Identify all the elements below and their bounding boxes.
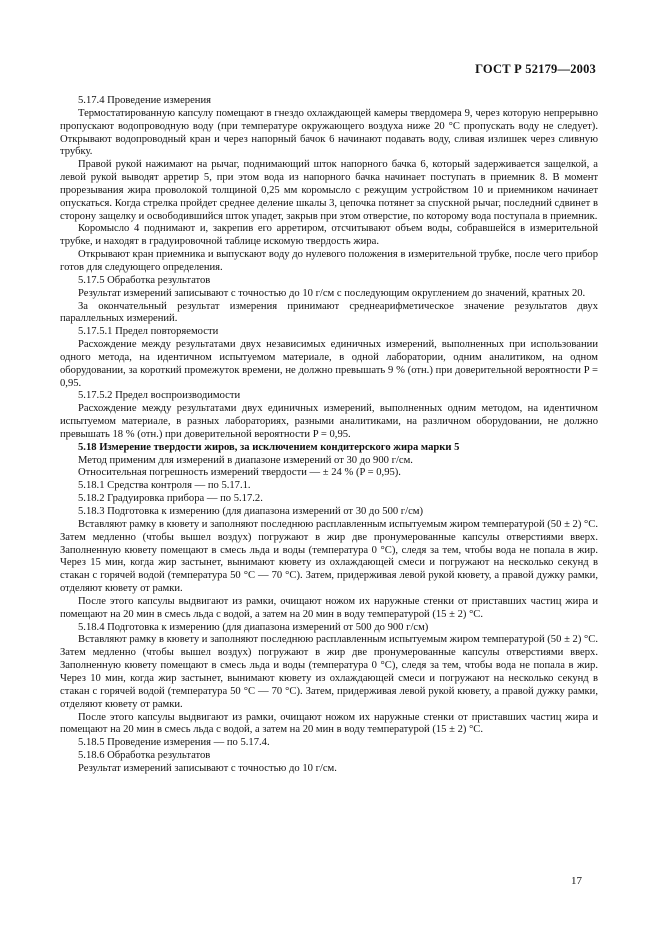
clause-heading: 5.18.2 Градуировка прибора — по 5.17.2. bbox=[78, 493, 263, 505]
paragraph: Результат измерений записывают с точностью до 10 г/см с последующим округлением до значений, кратных 20. bbox=[78, 287, 586, 299]
clause-heading: 5.18.5 Проведение измерения — по 5.17.4. bbox=[78, 737, 270, 749]
paragraph: Коромысло 4 поднимают и, закрепив его арретиром, отсчитывают объем воды, собравшейся в измерительной трубке, и находят в градуировочной таблице искомую твердость жира. bbox=[60, 223, 598, 248]
clause-heading: 5.18.1 Средства контроля — по 5.17.1. bbox=[78, 480, 251, 492]
section-title: 5.18 Измерение твердости жиров, за исключением кондитерского жира марки 5 bbox=[78, 441, 460, 453]
paragraph: Расхождение между результатами двух единичных измерений, выполненных одним методом, на идентичном испытуемом материале, в разных лабораториях, разными аналитиками, на различном оборудовании, не должно превышать 18 % (отн.) при доверительной вероятности P = 0,95. bbox=[60, 403, 598, 440]
paragraph: Вставляют рамку в кювету и заполняют последнюю расплавленным испытуемым жиром температурой (50 ± 2) °С. Затем медленно (чтобы вышел воздух) погружают в жир две пронумерованные капсулы отверстиями вверх. Заполненную кювету помещают в смесь льда и воды (температура 0 °С), следя за тем, чтобы вода не попала в жир. Через 15 мин, когда жир застынет, вынимают кювету из охлаждающей смеси и погружают на несколько секунд в стакан с горячей водой (температура 50 °С — 70 °С). Затем, придерживая левой рукой кювету, а правой дужку рамки, отделяют кювету от рамки. bbox=[60, 518, 598, 595]
paragraph: После этого капсулы выдвигают из рамки, очищают ножом их наружные стенки от приставших частиц жира и помещают на 20 мин в смесь льда с водой, а затем на 20 мин в воду температурой (15 ± 2) °С. bbox=[60, 711, 598, 736]
paragraph: За окончательный результат измерения принимают среднеарифметическое значение результатов двух параллельных измерений. bbox=[60, 300, 598, 325]
document-header: ГОСТ Р 52179—2003 bbox=[475, 62, 596, 76]
paragraph: Термостатированную капсулу помещают в гнездо охлаждающей камеры твердомера 9, через которую непрерывно пропускают водопроводную воду (при температуре окружающего воздуха ниже 20 °С пропускать воду не следует). Открывают водопроводный кран и через напорный бачок 6 начинают подавать воду, сливая излишек через сливную трубку. bbox=[60, 107, 598, 158]
clause-heading: 5.17.5 Обработка результатов bbox=[78, 274, 211, 286]
clause-heading: 5.18.3 Подготовка к измерению (для диапазона измерений от 30 до 500 г/см) bbox=[78, 506, 424, 517]
clause-heading: 5.17.5.2 Предел воспроизводимости bbox=[78, 390, 241, 402]
document-body bbox=[60, 95, 598, 776]
clause-heading: 5.18.6 Обработка результатов bbox=[78, 750, 211, 762]
paragraph: Относительная погрешность измерений твердости — ± 24 % (P = 0,95). bbox=[78, 467, 401, 479]
clause-heading: 5.17.5.1 Предел повторяемости bbox=[78, 326, 219, 338]
paragraph: Правой рукой нажимают на рычаг, поднимающий шток напорного бачка 6, который задерживается защелкой, а левой рукой выводят арретир 5, при этом вода из напорного бачка начинает поступать в приемник 8. В момент прорезывания жира проволокой толщиной 0,25 мм коромысло с режущим устройством 10 и приемником начинает опускаться. Когда стрелка пройдет среднее деление шкалы 3, цепочка потянет за спускной рычаг, последний сдвинет в сторону защелку и освободившийся шток упадет, закрыв при этом отверстие, по которому вода поступала в приемник. bbox=[60, 159, 598, 222]
paragraph: После этого капсулы выдвигают из рамки, очищают ножом их наружные стенки от приставших частиц жира и помещают на 20 мин в смесь льда с водой, а затем на 20 мин в воду температурой (15 ± 2) °С. bbox=[60, 595, 598, 620]
clause-heading: 5.18.4 Подготовка к измерению (для диапазона измерений от 500 до 900 г/см) bbox=[78, 621, 429, 633]
paragraph: Расхождение между результатами двух независимых единичных измерений, выполненных при использовании одного метода, на идентичном испытуемом материале, в одной лаборатории, одним аналитиком, на одном оборудовании, за короткий промежуток времени, не должно превышать 9 % (отн.) при доверительной вероятности P = 0,95. bbox=[60, 339, 598, 389]
paragraph: Открывают кран приемника и выпускают воду до нулевого положения в измерительной трубке, после чего прибор готов для следующего определения. bbox=[60, 249, 598, 273]
page-number: 17 bbox=[571, 875, 582, 887]
clause-heading: 5.17.4 Проведение измерения bbox=[78, 95, 211, 106]
paragraph: Вставляют рамку в кювету и заполняют последнюю расплавленным испытуемым жиром температурой (50 ± 2) °С. Затем медленно (чтобы вышел воздух) погружают в жир две пронумерованные капсулы отверстиями вверх. Заполненную кювету помещают в смесь льда и воды (температура 0 °С), следя за тем, чтобы вода не попала в жир. Через 10 мин, когда жир застынет, вынимают кювету из охлаждающей смеси и погружают на несколько секунд в стакан с горячей водой (температура 50 °С — 70 °С). Затем, придерживая левой рукой кювету, а правой дужку рамки, отделяют кювету от рамки. bbox=[60, 634, 598, 710]
paragraph: Метод применим для измерений в диапазоне измерений от 30 до 900 г/см. bbox=[78, 454, 413, 466]
paragraph: Результат измерений записывают с точностью до 10 г/см. bbox=[78, 762, 337, 774]
